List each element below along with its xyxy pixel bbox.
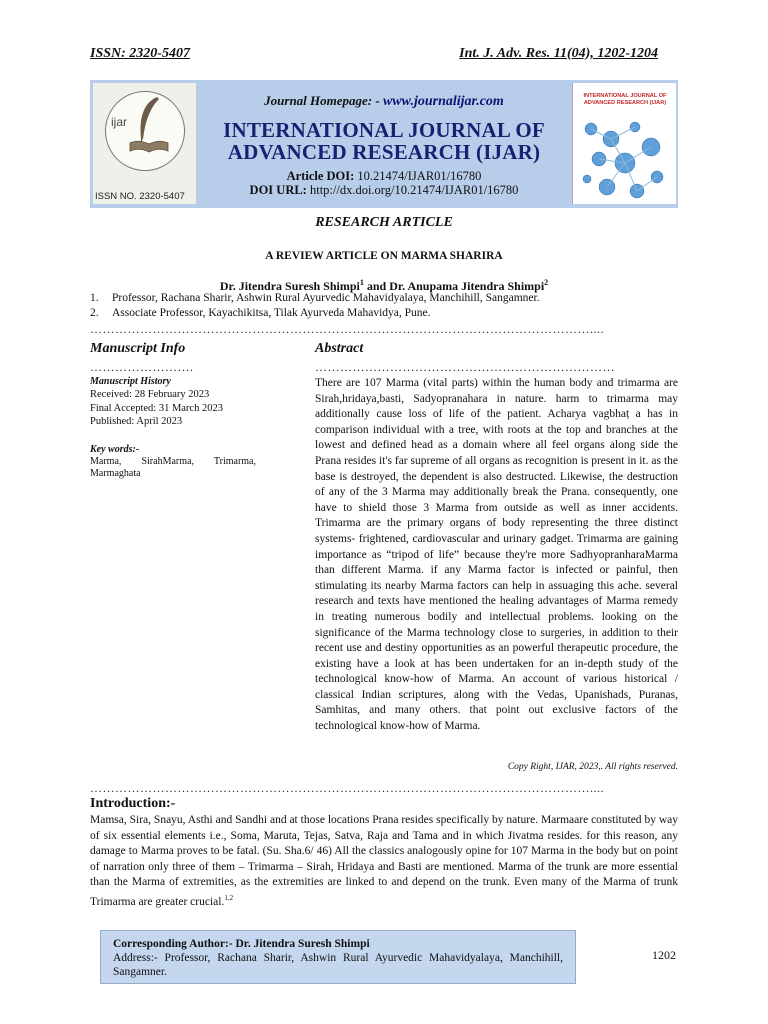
molecule-cover-image bbox=[577, 117, 672, 201]
book-icon bbox=[128, 139, 170, 153]
quill-icon bbox=[133, 95, 163, 145]
logo-text: ijar bbox=[111, 115, 128, 129]
affiliation-number: 2. bbox=[90, 307, 99, 319]
doi-url-link[interactable]: http://dx.doi.org/10.21474/IJAR01/16780 bbox=[309, 183, 519, 197]
keywords: Marma, SirahMarma, Trimarma, Marmaghata bbox=[90, 456, 256, 479]
article-type: RESEARCH ARTICLE bbox=[315, 215, 453, 230]
affiliation-2 bbox=[90, 307, 431, 319]
article-title: A REVIEW ARTICLE ON MARMA SHARIRA bbox=[265, 250, 503, 262]
journal-title-line1: INTERNATIONAL JOURNAL OF bbox=[223, 118, 545, 142]
corresponding-author-address: Address:- Professor, Rachana Sharir, Ashwin Rural Ayurvedic Mahavidyalaya, Manchihill, Sangamner. bbox=[113, 952, 563, 978]
author-1: Dr. Jitendra Suresh Shimpi bbox=[219, 279, 360, 293]
article-doi: 10.21474/IJAR01/16780 bbox=[357, 169, 482, 183]
journal-cover bbox=[572, 83, 676, 204]
dotted-rule: ………………………………………………………………………………………………………….... bbox=[90, 782, 604, 794]
running-header-citation: Int. J. Adv. Res. 11(04), 1202-1204 bbox=[459, 46, 658, 61]
article-doi-label: Article DOI: bbox=[286, 169, 355, 183]
corresponding-author-title: Corresponding Author:- Dr. Jitendra Suresh Shimpi bbox=[113, 938, 370, 950]
affiliation-text: Professor, Rachana Sharir, Ashwin Rural Ayurvedic Mahavidyalaya, Manchihill, Sangamner. bbox=[112, 292, 540, 304]
copyright: Copy Right, IJAR, 2023,. All rights reserved. bbox=[507, 762, 678, 772]
introduction-reference: 1,2 bbox=[224, 893, 234, 902]
journal-title-line2: ADVANCED RESEARCH (IJAR) bbox=[227, 140, 541, 164]
accepted-date: Final Accepted: 31 March 2023 bbox=[90, 403, 223, 414]
journal-logo bbox=[93, 83, 196, 204]
page-number: 1202 bbox=[652, 948, 676, 962]
affiliation-text: Associate Professor, Kayachikitsa, Tilak Ayurveda Mahavidya, Pune. bbox=[112, 307, 431, 319]
affiliation-number: 1. bbox=[90, 292, 99, 304]
doi-url-label: DOI URL: bbox=[249, 183, 307, 197]
abstract-text: There are 107 Marma (vital parts) within the human body and trimarma are Sirah,hridaya,basti, Sadyopranahara in nature. harm to trimarma may additionally cause loss of life of the patient. Acharya vagbhaṭ a has in comparison individual with a tree, with roots at the top and branches at the lowest and defined head as a domain where all feel organs along side the Prana resides it's far supreme of all organs as recognition is present in it. as the base is destroyed, the dependent is also destructed. Likewise, the destruction of any of the 3 Marma may additionally break the Prana. consequently, one have to shield those 3 Marma from outside as well as inner accidents. Trimarma are the primary organs of body representing the three distinct systems- frightened, cardiovascular and urinary gadget. Trimarma are gaining importance as “tripod of life” because they're more SadhyopranharaMarma than different Marma. if any Marma factor is infected or painful, then stimulating its nearby Marma factors can help in assuaging this ache. several research and texts have mentioned the healing advantages of Marma remedy in treating numerous bodily and intellectual problems. looking on the significance of the Marma technology close to surgeries, in addition to their recent use and destiny opportunities as an powerful therapeutic procedure, the existing have a look at has been undertaken for an in-depth study of the technological know-how of Marma. An account of various historical / classical Indian scriptures, along with the Vedas, Upanishads, Puranas, Samhitas, and many others. that point out exclusive factors of the technological know-how of Marma. bbox=[315, 377, 678, 733]
abstract-heading: Abstract bbox=[315, 341, 364, 356]
homepage-label: Journal Homepage: - bbox=[264, 93, 380, 108]
manuscript-dotted-rule: ……………………. bbox=[90, 361, 194, 373]
cover-title: INTERNATIONAL JOURNAL OF ADVANCED RESEARCH (IJAR) bbox=[583, 93, 667, 106]
abstract-dotted-rule: ……………………………………………………………… bbox=[315, 361, 615, 373]
received-date: Received: 28 February 2023 bbox=[90, 389, 210, 400]
introduction-text bbox=[90, 813, 678, 910]
author-2-sup: 2 bbox=[544, 278, 549, 287]
manuscript-info-heading: Manuscript Info bbox=[90, 341, 186, 356]
author-2: Dr. Anupama Jitendra Shimpi bbox=[389, 279, 545, 293]
doi-block bbox=[200, 169, 568, 197]
introduction-body: Mamsa, Sira, Snayu, Asthi and Sandhi and at those locations Prana resides specifically by nature. Marmaare constituted by way of six essential elements i.e., Soma, Maruta, Tejas, Satva, Raja and Tama and in which Jivatma resides. for this reason, any damage to Marma proves to be fatal. (Su. Sha.6/ 46) All the classics analogously opine for 107 Marma in the body but on point of narration only three of them – Trimarma – Sirah, Hridaya and Basti are mentioned. Marma of the trunk are more essential than the Marma of extremities, as the extremities are linked to and depend on the trunk. Even many of the Marma of trunk Trimarma are greater crucial. bbox=[90, 814, 678, 908]
published-date: Published: April 2023 bbox=[90, 416, 183, 427]
journal-homepage bbox=[200, 93, 568, 110]
journal-title bbox=[200, 119, 568, 163]
manuscript-history-label: Manuscript History bbox=[90, 376, 171, 387]
author-separator: and bbox=[363, 279, 390, 293]
keywords-label: Key words:- bbox=[90, 444, 140, 455]
homepage-link[interactable]: www.journalijar.com bbox=[382, 94, 504, 109]
running-header-issn: ISSN: 2320-5407 bbox=[90, 46, 190, 61]
author-1-sup: 1 bbox=[359, 278, 364, 287]
dotted-rule: ………………………………………………………………………………………………………….... bbox=[90, 323, 604, 335]
corresponding-author-box bbox=[100, 930, 576, 984]
affiliation-1 bbox=[90, 292, 540, 304]
logo-issn: ISSN NO. 2320-5407 bbox=[95, 191, 185, 202]
introduction-heading: Introduction:- bbox=[90, 796, 176, 811]
